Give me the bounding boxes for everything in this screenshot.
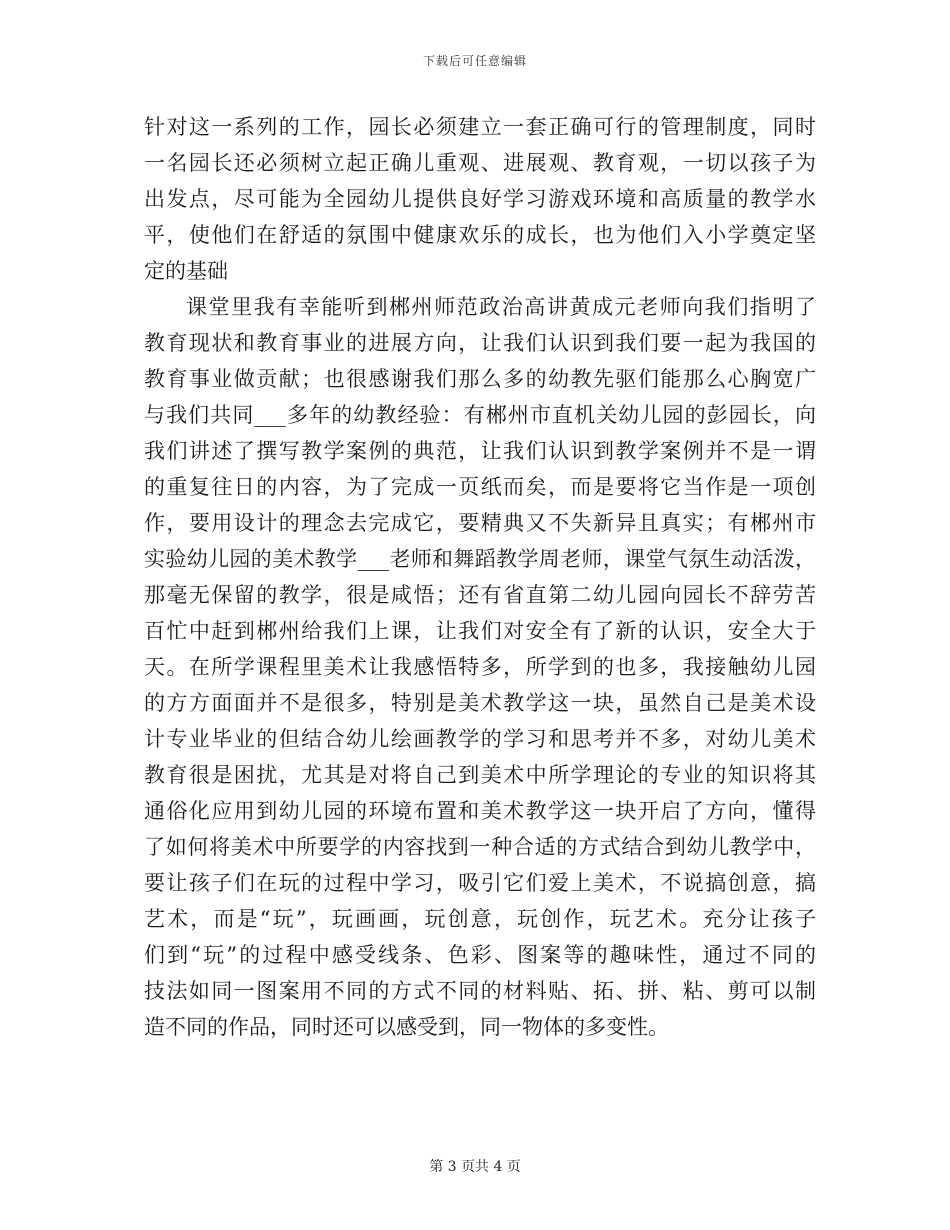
paragraph-1 — [144, 109, 816, 289]
text-line: 平，使他们在舒适的氛围中健康欢乐的成长，也为他们入小学奠定坚 — [144, 223, 816, 247]
text-line: 实验幼儿园的美术教学___老师和舞蹈教学周老师，课堂气氛生动活泼， — [144, 547, 816, 571]
page-header: 下载后可任意编辑 — [422, 54, 527, 68]
text-line: 教育事业做贡献；也很感谢我们那么多的幼教先驱们能那么心胸宽广 — [144, 367, 816, 391]
text-line: 我们讲述了撰写教学案例的典范，让我们认识到教学案例并不是一谓 — [144, 439, 816, 463]
text-line: 作，要用设计的理念去完成它，要精典又不失新异且真实；有郴州市 — [144, 511, 816, 535]
text-line: 那毫无保留的教学，很是咸悟；还有省直第二幼儿园向园长不辞劳苦 — [144, 583, 816, 607]
text-line: 艺术，而是“玩”，玩画画，玩创意，玩创作，玩艺术。充分让孩子 — [144, 907, 816, 931]
text-line: 课堂里我有幸能听到郴州师范政治高讲黄成元老师向我们指明了 — [186, 295, 816, 319]
text-line: 了如何将美术中所要学的内容找到一种合适的方式结合到幼儿教学中， — [144, 835, 816, 859]
text-line: 针对这一系列的工作，园长必须建立一套正确可行的管理制度，同时 — [144, 115, 816, 139]
text-line: 通俗化应用到幼儿园的环境布置和美术教学这一块开启了方向，懂得 — [144, 799, 816, 823]
text-line: 一名园长还必须树立起正确儿重观、进展观、教育观，一切以孩子为 — [144, 151, 816, 175]
paragraph-2 — [144, 289, 816, 1045]
document-body — [144, 109, 816, 1045]
text-line: 技法如同一图案用不同的方式不同的材料贴、拓、拼、粘、剪可以制 — [144, 979, 816, 1003]
text-line: 百忙中赶到郴州给我们上课，让我们对安全有了新的认识，安全大于 — [144, 619, 816, 643]
text-line: 的方方面面并不是很多，特别是美术教学这一块，虽然自己是美术设 — [144, 691, 816, 715]
text-line: 教育很是困扰，尤其是对将自己到美术中所学理论的专业的知识将其 — [144, 763, 816, 787]
text-line: 教育现状和教育事业的进展方向，让我们认识到我们要一起为我国的 — [144, 331, 816, 355]
text-line: 与我们共同___多年的幼教经验：有郴州市直机关幼儿园的彭园长，向 — [144, 403, 816, 427]
text-line: 天。在所学课程里美术让我感悟特多，所学到的也多，我接触幼儿园 — [144, 655, 816, 679]
page-number: 第 3 页共 4 页 — [429, 1159, 521, 1175]
text-line: 定的基础 — [144, 259, 228, 283]
text-line: 们到“玩”的过程中感受线条、色彩、图案等的趣味性，通过不同的 — [144, 943, 816, 967]
text-line: 的重复往日的内容，为了完成一页纸而矣，而是要将它当作是一项创 — [144, 475, 816, 499]
text-line: 造不同的作品，同时还可以感受到，同一物体的多变性。 — [144, 1015, 669, 1039]
text-line: 出发点，尽可能为全园幼儿提供良好学习游戏环境和高质量的教学水 — [144, 187, 816, 211]
text-line: 要让孩子们在玩的过程中学习，吸引它们爱上美术，不说搞创意，搞 — [144, 871, 816, 895]
text-line: 计专业毕业的但结合幼儿绘画教学的学习和思考并不多，对幼儿美术 — [144, 727, 816, 751]
